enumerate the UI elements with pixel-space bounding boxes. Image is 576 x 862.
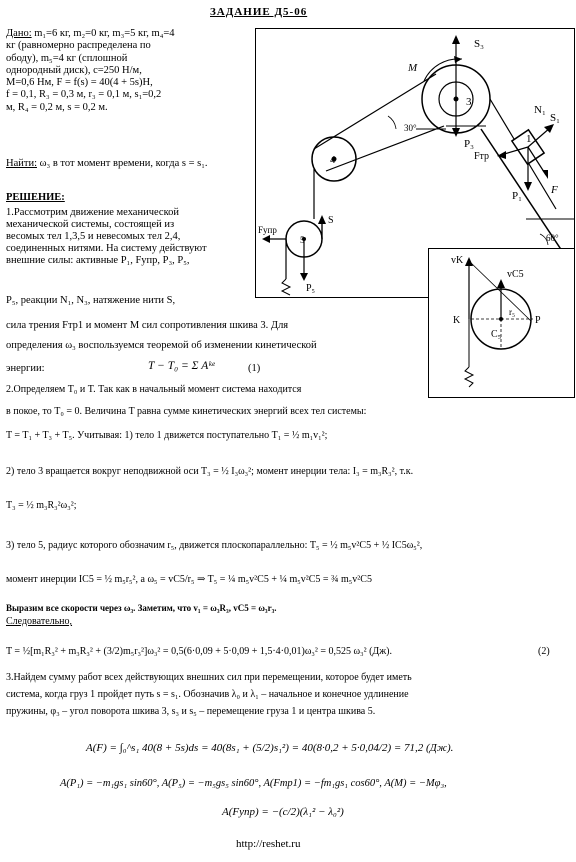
kinetic-rotation: 2) тело 3 вращается вокруг неподвижной оси T₃ = ½ I₃ω₃²; момент инерции тела: I₃ = m₃R₃², т.к. [6,466,414,477]
label-s3: S₃ [474,38,484,50]
given-line: f = 0,1, R₃ = 0,3 м, r₃ = 0,1 м, s₁=0,2 [6,89,162,101]
find-block [6,158,244,170]
wide-line: P₅, реакции N₁, N₃, натяжение нити S, [6,295,176,306]
inset-figure [428,248,575,398]
given-line: однородный диск), c=250 Н/м, [6,64,142,76]
label-p3: P₃ [464,138,474,150]
given-line: m₁=6 кг, m₂=0 кг, m₃=5 кг, m₄=4 [34,28,175,39]
label-f: F [551,184,558,196]
kinetic-rotation-2: T₃ = ½ m₃R₃²ω₃²; [6,500,77,511]
label-c5: C₅ [491,329,502,340]
wide-line: определения ω₃ воспользуемся теоремой об изменении кинетической [6,340,317,351]
label-body-3: 3 [466,96,472,108]
label-body-5: 5 [300,235,305,245]
express-note: Выразим все скорости через ω₃. Заметим, что v₁ = ω₃R₃, vC5 = ω₃r₃. [6,603,277,613]
solution-intro [6,207,244,267]
work-force-f: A(F) = ∫₀^s₁ 40(8 + 5s)ds = 40(8s₁ + (5/2)s₁²) = 40(8·0,2 + 5·0,04/2) = 71,2 (Дж). [86,742,454,754]
solution-header: РЕШЕНИЕ: [6,192,65,203]
label-moment: M [408,62,418,74]
step2-line: 2.Определяем T₀ и T. Так как в начальный момент система находится [6,384,302,395]
given-label: Дано: [6,28,32,39]
kinetic-plane-2: момент инерции IC5 = ½ m₅r₅², а ω₅ = vC5/r₅ ⇒ T₅ = ¼ m₅v²C5 + ¼ m₅v²C5 = ¾ m₅v²C5 [6,574,372,585]
label-vc5: vC5 [507,269,524,280]
step3-line: 3.Найдем сумму работ всех действующих внешних сил при перемещении, которое будет иметь [6,672,412,683]
label-vk: vK [451,255,464,266]
wide-line: сила трения Fтр1 и момент M сил сопротивления шкива 3. Для [6,320,289,331]
kinetic-plane: 3) тело 5, радиус которого обозначим r₅, движется плоскопараллельно: T₅ = ½ m₅v²C5 + ½ IC5ω₅², [6,540,423,551]
label-s: S [328,215,334,226]
work-spring: A(Fупр) = −(c/2)(λ₁² − λ₀²) [222,806,344,818]
step2-line: в покое, то T₀ = 0. Величина T равна сумме кинетических энергий всех тел системы: [6,406,367,417]
label-p5: P₅ [306,283,316,294]
label-p: P [535,315,541,326]
label-r5: r₅ [509,307,516,317]
label-angle-30: 30° [404,123,417,133]
intro-line: весомых тел 1,3,5 и невесомых тел 2,4, [6,231,181,242]
given-line: кг (равномерно распределена по [6,40,151,52]
label-fupr: Fупр [258,225,277,235]
step3-line: система, когда груз 1 пройдет путь s = s₁. Обозначив λ₀ и λ₁ – начальное и конечное удлинение [6,689,409,700]
consequently-label: Следовательно, [6,616,73,627]
given-line: М=0,6 Нм, F = f(s) = 40(4 + 5s)Н, [6,77,153,89]
given-block [6,28,244,114]
label-body-1: 1 [526,133,532,145]
label-n1: N₁ [534,104,546,116]
work-gravity: A(P₁) = −m₁gs₁ sin60°, A(P₅) = −m₅gs₅ sin60°, A(Fтр1) = −fm₁gs₁ cos60°, A(M) = −Mφ₃, [60,778,447,789]
label-ftr: Fтр [474,151,490,162]
intro-line: внешние силы: активные P₁, Fупр, P₃, P₅, [6,255,190,266]
label-s1: S₁ [550,112,560,124]
intro-line: механической системы, состоящей из [6,219,175,230]
page-title: ЗАДАНИЕ Д5-06 [210,6,308,18]
find-text: ω₃ в тот момент времени, когда s = s₁. [39,158,208,169]
energy-equation: T − T₀ = Σ Aᵏᵉ [148,360,215,372]
intro-line: 1.Рассмотрим движение механической [6,207,180,218]
footer-url[interactable]: http://reshet.ru [236,838,301,850]
label-angle-60: 60° [546,233,559,243]
given-line: ободу), m₅=4 кг (сплошной [6,52,128,64]
kinetic-final: T = ½[m₁R₃² + m₃R₃² + (3/2)m₅r₃²]ω₃² = 0,5(6·0,09 + 5·0,09 + 1,5·4·0,01)ω₃² = 0,525 ω₃² (Дж). [6,646,392,657]
find-label: Найти: [6,158,37,169]
kinetic-sum: T = T₁ + T₃ + T₅. Учитывая: 1) тело 1 движется поступательно T₁ = ½ m₁v₁²; [6,430,328,441]
intro-line: соединенных нитями. На систему действуют [6,243,207,254]
label-body-4: 4 [330,154,336,166]
label-p1: P₁ [512,190,522,202]
step3-line: пружины, φ₃ – угол поворота шкива 3, s₃ и s₅ – перемещение груза 1 и центра шкива 5. [6,706,376,717]
equation-number-2: (2) [538,646,550,657]
energy-label: энергии: [6,363,45,374]
given-line: м, R₄ = 0,2 м, s = 0,2 м. [6,101,108,113]
label-k: K [453,315,461,326]
equation-number: (1) [248,363,261,374]
